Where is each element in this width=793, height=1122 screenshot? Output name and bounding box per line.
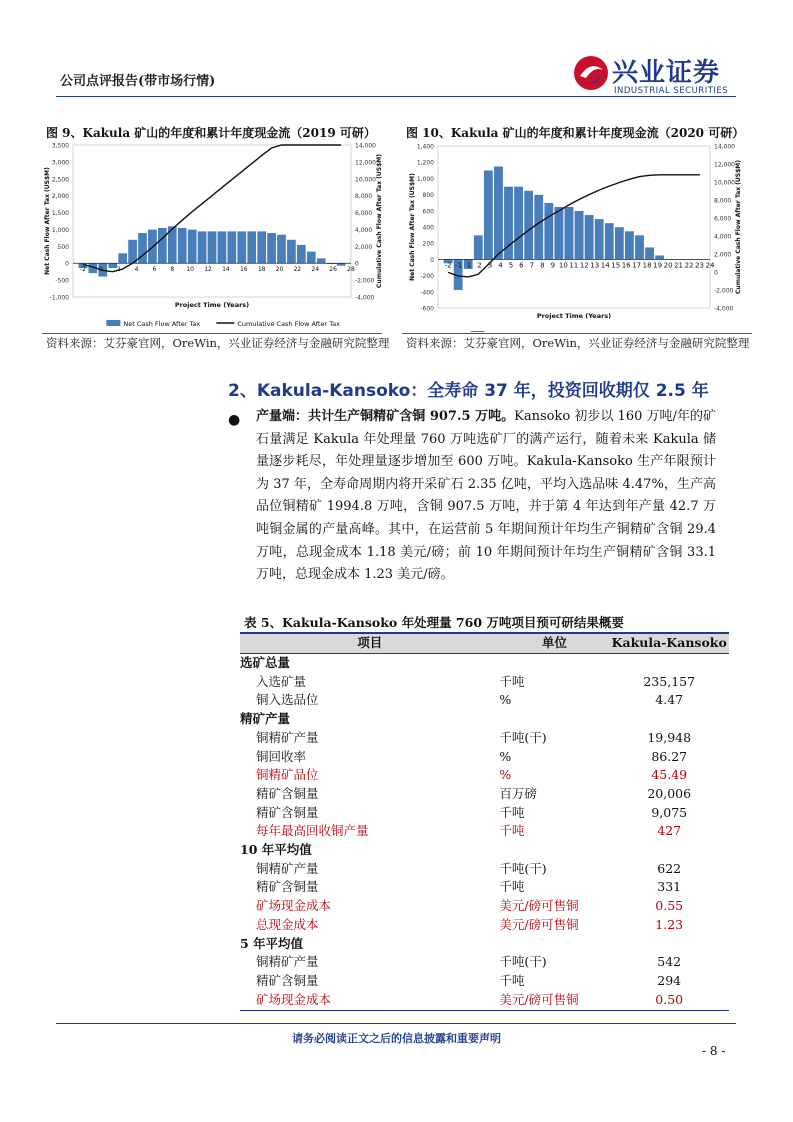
cell-item: 精矿含铜量 — [256, 785, 319, 801]
cell-item: 10 年平均值 — [240, 842, 312, 858]
x-tick-label: 12 — [579, 261, 589, 270]
cell-value: 622 — [657, 860, 682, 876]
y-tick-label: -500 — [55, 277, 69, 285]
net-cash-flow-bar — [317, 258, 326, 263]
net-cash-flow-bar — [484, 170, 493, 259]
logo-english-name: INDUSTRIAL SECURITIES — [614, 86, 729, 96]
figure10-title: 图 10、Kakula 矿山的年度和累计年度现金流（2020 可研） — [406, 126, 745, 140]
cell-item: 铜精矿产量 — [256, 954, 319, 970]
cell-item: 精矿含铜量 — [256, 879, 319, 895]
net-cash-flow-bar — [605, 223, 614, 259]
x-tick-label: -1 — [455, 261, 463, 270]
x-tick-label: 2 — [116, 266, 121, 274]
cell-value — [609, 935, 729, 954]
x-axis-title: Project Time (Years) — [536, 312, 612, 320]
y-right-tick-label: 2,000 — [714, 251, 732, 259]
net-cash-flow-bar — [287, 240, 296, 264]
net-cash-flow-bar — [207, 231, 216, 263]
figure9-rule — [42, 333, 382, 334]
company-logo — [572, 52, 742, 100]
y-tick-label: -1,000 — [49, 294, 69, 302]
paragraph-body: Kansoko 初步以 160 万吨/年的矿石量满足 Kakula 年处理量 760 万吨选矿厂的满产运行，随着未来 Kakula 储量逐步耗尽，年处理量逐步增加至 600 万吨。Kakula-Kansoko 生产年限预计为 37 年，全寿命周期内将开采矿石 2.35 亿吨，平均入选品味 4.47%，生产高品位铜精矿 1994.8 万吨，含铜 907.5 万吨，并于第 4 年达到年产量 42.7 万吨铜金属的产量高峰。其中，在运营前 5 年期间预计年均生产铜精矿含铜 29.4 万吨，总现金成本 1.18 美元/磅；前 10 年期间预计年均生产铜精矿含铜 33.1 万吨，总现金成本 1.23 美元/磅。 — [256, 409, 716, 583]
cell-unit: 美元/磅可售铜 — [499, 898, 579, 914]
cell-unit: 千吨(干) — [499, 954, 547, 970]
cell-item: 铜精矿品位 — [256, 767, 319, 783]
net-cash-flow-bar — [227, 231, 236, 263]
figure10-rule — [402, 333, 752, 334]
x-tick-label: 16 — [239, 266, 248, 274]
y-tick-label: 1,500 — [51, 210, 69, 218]
y-tick-label: -400 — [420, 289, 434, 297]
net-cash-flow-bar — [474, 235, 483, 259]
figure9-title: 图 9、Kakula 矿山的年度和累计年度现金流（2019 可研） — [46, 126, 376, 140]
cell-value: 19,948 — [647, 729, 692, 745]
table-bottom-rule — [240, 1010, 729, 1011]
y-right-tick-label: 12,000 — [355, 159, 376, 167]
net-cash-flow-bar — [297, 245, 306, 264]
section-heading: 2、Kakula-Kansoko：全寿命 37 年，投资回收期仅 2.5 年 — [228, 381, 709, 401]
cell-value: 9,075 — [651, 804, 688, 820]
cell-value: 20,006 — [647, 785, 692, 801]
y-tick-label: -600 — [420, 305, 434, 313]
net-cash-flow-bar — [574, 211, 583, 260]
net-cash-flow-bar — [534, 195, 543, 260]
x-tick-label: 20 — [275, 266, 284, 274]
net-cash-flow-bar — [615, 227, 624, 259]
x-tick-label: 18 — [257, 266, 266, 274]
x-tick-label: 10 — [186, 266, 194, 274]
figure9-chart — [40, 140, 385, 332]
table-row — [240, 953, 729, 972]
table-row — [240, 972, 729, 991]
cell-unit: 千吨 — [499, 804, 525, 820]
cell-item: 铜精矿产量 — [256, 729, 319, 745]
cell-value — [609, 841, 729, 860]
y-tick-label: 1,400 — [416, 143, 434, 151]
y-tick-label: -200 — [420, 273, 434, 281]
y-right-axis-title: Cumulative Cash Flow After Tax (US$M) — [376, 154, 383, 288]
x-tick-label: 2 — [477, 261, 482, 270]
page-number: - 8 - — [702, 1044, 726, 1058]
x-tick-label: 28 — [347, 266, 355, 274]
net-cash-flow-bar — [337, 263, 346, 266]
legend-line-label — [602, 331, 705, 332]
y-right-tick-label: 10,000 — [355, 176, 376, 184]
x-tick-label: 11 — [569, 261, 579, 270]
legend-bar-label — [488, 331, 565, 332]
x-tick-label: 4 — [498, 261, 503, 270]
table-row — [240, 878, 729, 897]
cell-unit — [499, 841, 609, 860]
net-cash-flow-bar — [514, 187, 523, 260]
net-cash-flow-bar — [554, 207, 563, 260]
cell-item: 选矿总量 — [240, 655, 291, 670]
legend-bar-label: Net Cash Flow After Tax — [123, 320, 201, 328]
cell-value: 1.23 — [655, 916, 684, 932]
x-tick-label: 16 — [621, 261, 631, 270]
net-cash-flow-bar — [645, 247, 654, 259]
net-cash-flow-bar — [625, 231, 634, 259]
y-right-tick-label: 8,000 — [355, 193, 373, 201]
footer-disclaimer: 请务必阅读正文之后的信息披露和重要声明 — [292, 1032, 501, 1045]
x-tick-label: -2 — [79, 266, 86, 274]
logo-chinese-name: 兴业证券 — [612, 58, 721, 88]
cell-value: 542 — [657, 954, 682, 970]
results-table — [240, 632, 729, 1009]
net-cash-flow-bar — [158, 228, 167, 263]
y-right-tick-label: 0 — [355, 260, 359, 268]
y-axis-title: Net Cash Flow After Tax (US$M) — [409, 173, 416, 281]
x-tick-label: 22 — [293, 266, 302, 274]
y-tick-label: 600 — [422, 208, 434, 216]
net-cash-flow-bar — [198, 231, 207, 263]
cell-item: 总现金成本 — [256, 916, 319, 932]
cell-item: 5 年平均值 — [240, 935, 304, 951]
y-right-tick-label: 0 — [714, 269, 718, 277]
net-cash-flow-bar — [257, 231, 266, 263]
table-group-row — [240, 654, 729, 673]
figure9-source: 资料来源：艾芬豪官网，OreWin，兴业证券经济与金融研究院整理 — [46, 336, 390, 350]
cell-unit: % — [499, 748, 512, 764]
y-right-tick-label: 14,000 — [355, 142, 376, 150]
plot-area — [73, 145, 351, 297]
y-tick-label: 400 — [422, 224, 434, 232]
y-tick-label: 1,000 — [416, 175, 434, 183]
net-cash-flow-bar — [564, 207, 573, 260]
x-tick-label: 0 — [98, 266, 103, 274]
cell-unit: 美元/磅可售铜 — [499, 991, 579, 1007]
table-row — [240, 673, 729, 692]
x-tick-label: 21 — [674, 261, 684, 270]
net-cash-flow-bar — [217, 231, 226, 263]
y-tick-label: 0 — [430, 256, 434, 264]
x-axis-title: Project Time (Years) — [174, 301, 250, 309]
net-cash-flow-bar — [237, 231, 246, 263]
cell-value — [609, 710, 729, 729]
plot-area — [438, 146, 710, 308]
header-divider — [56, 96, 736, 97]
cell-unit: 千吨(干) — [499, 729, 547, 745]
x-tick-label: 13 — [590, 261, 600, 270]
cell-item: 精矿含铜量 — [256, 804, 319, 820]
y-tick-label: 200 — [422, 240, 434, 248]
legend-line-label: Cumulative Cash Flow After Tax — [237, 320, 340, 328]
x-tick-label: 14 — [600, 261, 610, 270]
y-tick-label: 2,000 — [51, 193, 69, 201]
bullet-marker: ● — [228, 412, 241, 428]
y-right-tick-label: 2,000 — [355, 243, 373, 251]
x-tick-label: 7 — [529, 261, 535, 270]
net-cash-flow-bar — [178, 228, 187, 263]
x-tick-label: 24 — [705, 261, 715, 270]
cell-item: 矿场现金成本 — [256, 991, 332, 1007]
net-cash-flow-bar — [544, 203, 553, 260]
net-cash-flow-bar — [655, 255, 664, 259]
header-unit: 单位 — [499, 633, 609, 654]
cell-unit — [499, 654, 609, 673]
x-tick-label: 5 — [508, 261, 514, 270]
y-right-axis-title: Cumulative Cash Flow After Tax (US$M) — [735, 160, 742, 294]
cell-unit: 美元/磅可售铜 — [499, 916, 579, 932]
cell-value: 331 — [657, 879, 682, 895]
report-type-label: 公司点评报告(带市场行情) — [60, 74, 216, 89]
x-tick-label: 15 — [611, 261, 621, 270]
cell-value: 45.49 — [651, 767, 688, 783]
y-tick-label: 3,500 — [51, 142, 69, 150]
header-item: 项目 — [240, 633, 499, 654]
section-paragraph — [256, 406, 716, 587]
cell-value: 235,157 — [643, 673, 696, 689]
net-cash-flow-bar — [494, 166, 503, 259]
y-right-tick-label: -2,000 — [714, 287, 734, 295]
x-tick-label: 4 — [134, 266, 139, 274]
table-row — [240, 916, 729, 935]
legend-bar-swatch — [106, 320, 120, 326]
x-tick-label: 19 — [653, 261, 663, 270]
net-cash-flow-bar — [584, 215, 593, 260]
table-group-row — [240, 935, 729, 954]
cell-value: 427 — [657, 823, 682, 839]
table-row — [240, 991, 729, 1010]
y-right-tick-label: 4,000 — [714, 233, 732, 241]
table-row — [240, 822, 729, 841]
cell-value — [609, 654, 729, 673]
cell-item: 铜精矿产量 — [256, 860, 319, 876]
y-tick-label: 500 — [57, 243, 69, 251]
net-cash-flow-bar — [277, 235, 286, 264]
cell-value: 0.55 — [655, 898, 684, 914]
cell-unit: 千吨 — [499, 673, 525, 689]
table-row — [240, 748, 729, 767]
x-tick-label: 6 — [519, 261, 524, 270]
cell-unit: % — [499, 692, 512, 708]
x-tick-label: 1 — [466, 261, 472, 270]
y-right-tick-label: -2,000 — [355, 277, 375, 285]
x-tick-label: 24 — [311, 266, 320, 274]
y-tick-label: 800 — [422, 192, 434, 200]
net-cash-flow-bar — [635, 235, 644, 259]
x-tick-label: 9 — [550, 261, 556, 270]
footer-divider — [56, 1023, 736, 1024]
cell-unit: 百万磅 — [499, 785, 537, 801]
table-row — [240, 804, 729, 823]
y-tick-label: 1,200 — [416, 159, 434, 167]
x-tick-label: 20 — [663, 261, 673, 270]
table-row — [240, 766, 729, 785]
cell-unit: 千吨(干) — [499, 860, 547, 876]
header-value: Kakula-Kansoko — [609, 633, 729, 654]
net-cash-flow-bar — [307, 251, 316, 263]
table-group-row — [240, 841, 729, 860]
y-right-tick-label: 12,000 — [714, 161, 735, 169]
net-cash-flow-bar — [267, 233, 276, 263]
cell-item: 铜回收率 — [256, 748, 307, 764]
figure10-source: 资料来源：艾芬豪官网，OreWin，兴业证券经济与金融研究院整理 — [406, 336, 750, 350]
y-right-tick-label: 8,000 — [714, 197, 732, 205]
x-tick-label: 14 — [222, 266, 230, 274]
y-tick-label: 3,000 — [51, 159, 69, 167]
table-group-row — [240, 710, 729, 729]
y-right-tick-label: 14,000 — [714, 143, 735, 151]
cell-unit: 千吨 — [499, 879, 525, 895]
legend-bar-swatch — [471, 331, 485, 332]
cell-value: 4.47 — [655, 692, 684, 708]
x-tick-label: 12 — [204, 266, 212, 274]
logo-mark-icon — [572, 54, 610, 92]
x-tick-label: 8 — [540, 261, 545, 270]
cell-item: 精矿含铜量 — [256, 972, 319, 988]
cell-item: 每年最高回收铜产量 — [256, 823, 369, 839]
x-tick-label: 18 — [642, 261, 652, 270]
y-right-tick-label: 6,000 — [355, 210, 373, 218]
y-right-tick-label: 4,000 — [355, 226, 373, 234]
x-tick-label: 26 — [329, 266, 337, 274]
table-row — [240, 691, 729, 710]
cell-value: 294 — [657, 972, 682, 988]
cell-value: 86.27 — [651, 748, 688, 764]
table-row — [240, 785, 729, 804]
cell-item: 铜入选品位 — [256, 692, 319, 708]
cell-unit: 千吨 — [499, 972, 525, 988]
y-right-tick-label: -4,000 — [714, 305, 734, 313]
x-tick-label: 22 — [684, 261, 694, 270]
cell-unit — [499, 710, 609, 729]
x-tick-label: 10 — [558, 261, 568, 270]
net-cash-flow-bar — [524, 191, 533, 260]
net-cash-flow-bar — [247, 231, 256, 263]
cell-item: 入选矿量 — [256, 673, 307, 689]
x-tick-label: 17 — [632, 261, 642, 270]
cell-item: 精矿产量 — [240, 711, 291, 727]
y-right-tick-label: 10,000 — [714, 179, 735, 187]
figure10-chart — [400, 140, 750, 332]
cell-item: 矿场现金成本 — [256, 898, 332, 914]
cell-unit — [499, 935, 609, 954]
x-tick-label: 8 — [170, 266, 175, 274]
cell-value: 0.50 — [655, 991, 684, 1007]
paragraph-lead: 产量端：共计生产铜精矿含铜 907.5 万吨。 — [256, 409, 515, 424]
x-tick-label: 3 — [487, 261, 493, 270]
net-cash-flow-bar — [118, 253, 127, 263]
net-cash-flow-bar — [188, 229, 197, 263]
table-row — [240, 897, 729, 916]
table-header-row — [240, 633, 729, 654]
table-row — [240, 729, 729, 748]
y-tick-label: 0 — [65, 260, 69, 268]
table-title: 表 5、Kakula-Kansoko 年处理量 760 万吨项目预可研结果概要 — [244, 615, 624, 630]
y-right-tick-label: 6,000 — [714, 215, 732, 223]
table-row — [240, 860, 729, 879]
y-right-tick-label: -4,000 — [355, 294, 375, 302]
net-cash-flow-bar — [128, 240, 137, 264]
y-tick-label: 2,500 — [51, 176, 69, 184]
cell-unit: % — [499, 767, 512, 783]
y-axis-title: Net Cash Flow After Tax (US$M) — [44, 167, 51, 275]
net-cash-flow-bar — [595, 219, 604, 260]
y-tick-label: 1,000 — [51, 226, 69, 234]
x-tick-label: -2 — [444, 261, 452, 270]
x-tick-label: 6 — [152, 266, 157, 274]
x-tick-label: 23 — [695, 261, 704, 270]
cell-unit: 千吨 — [499, 823, 525, 839]
